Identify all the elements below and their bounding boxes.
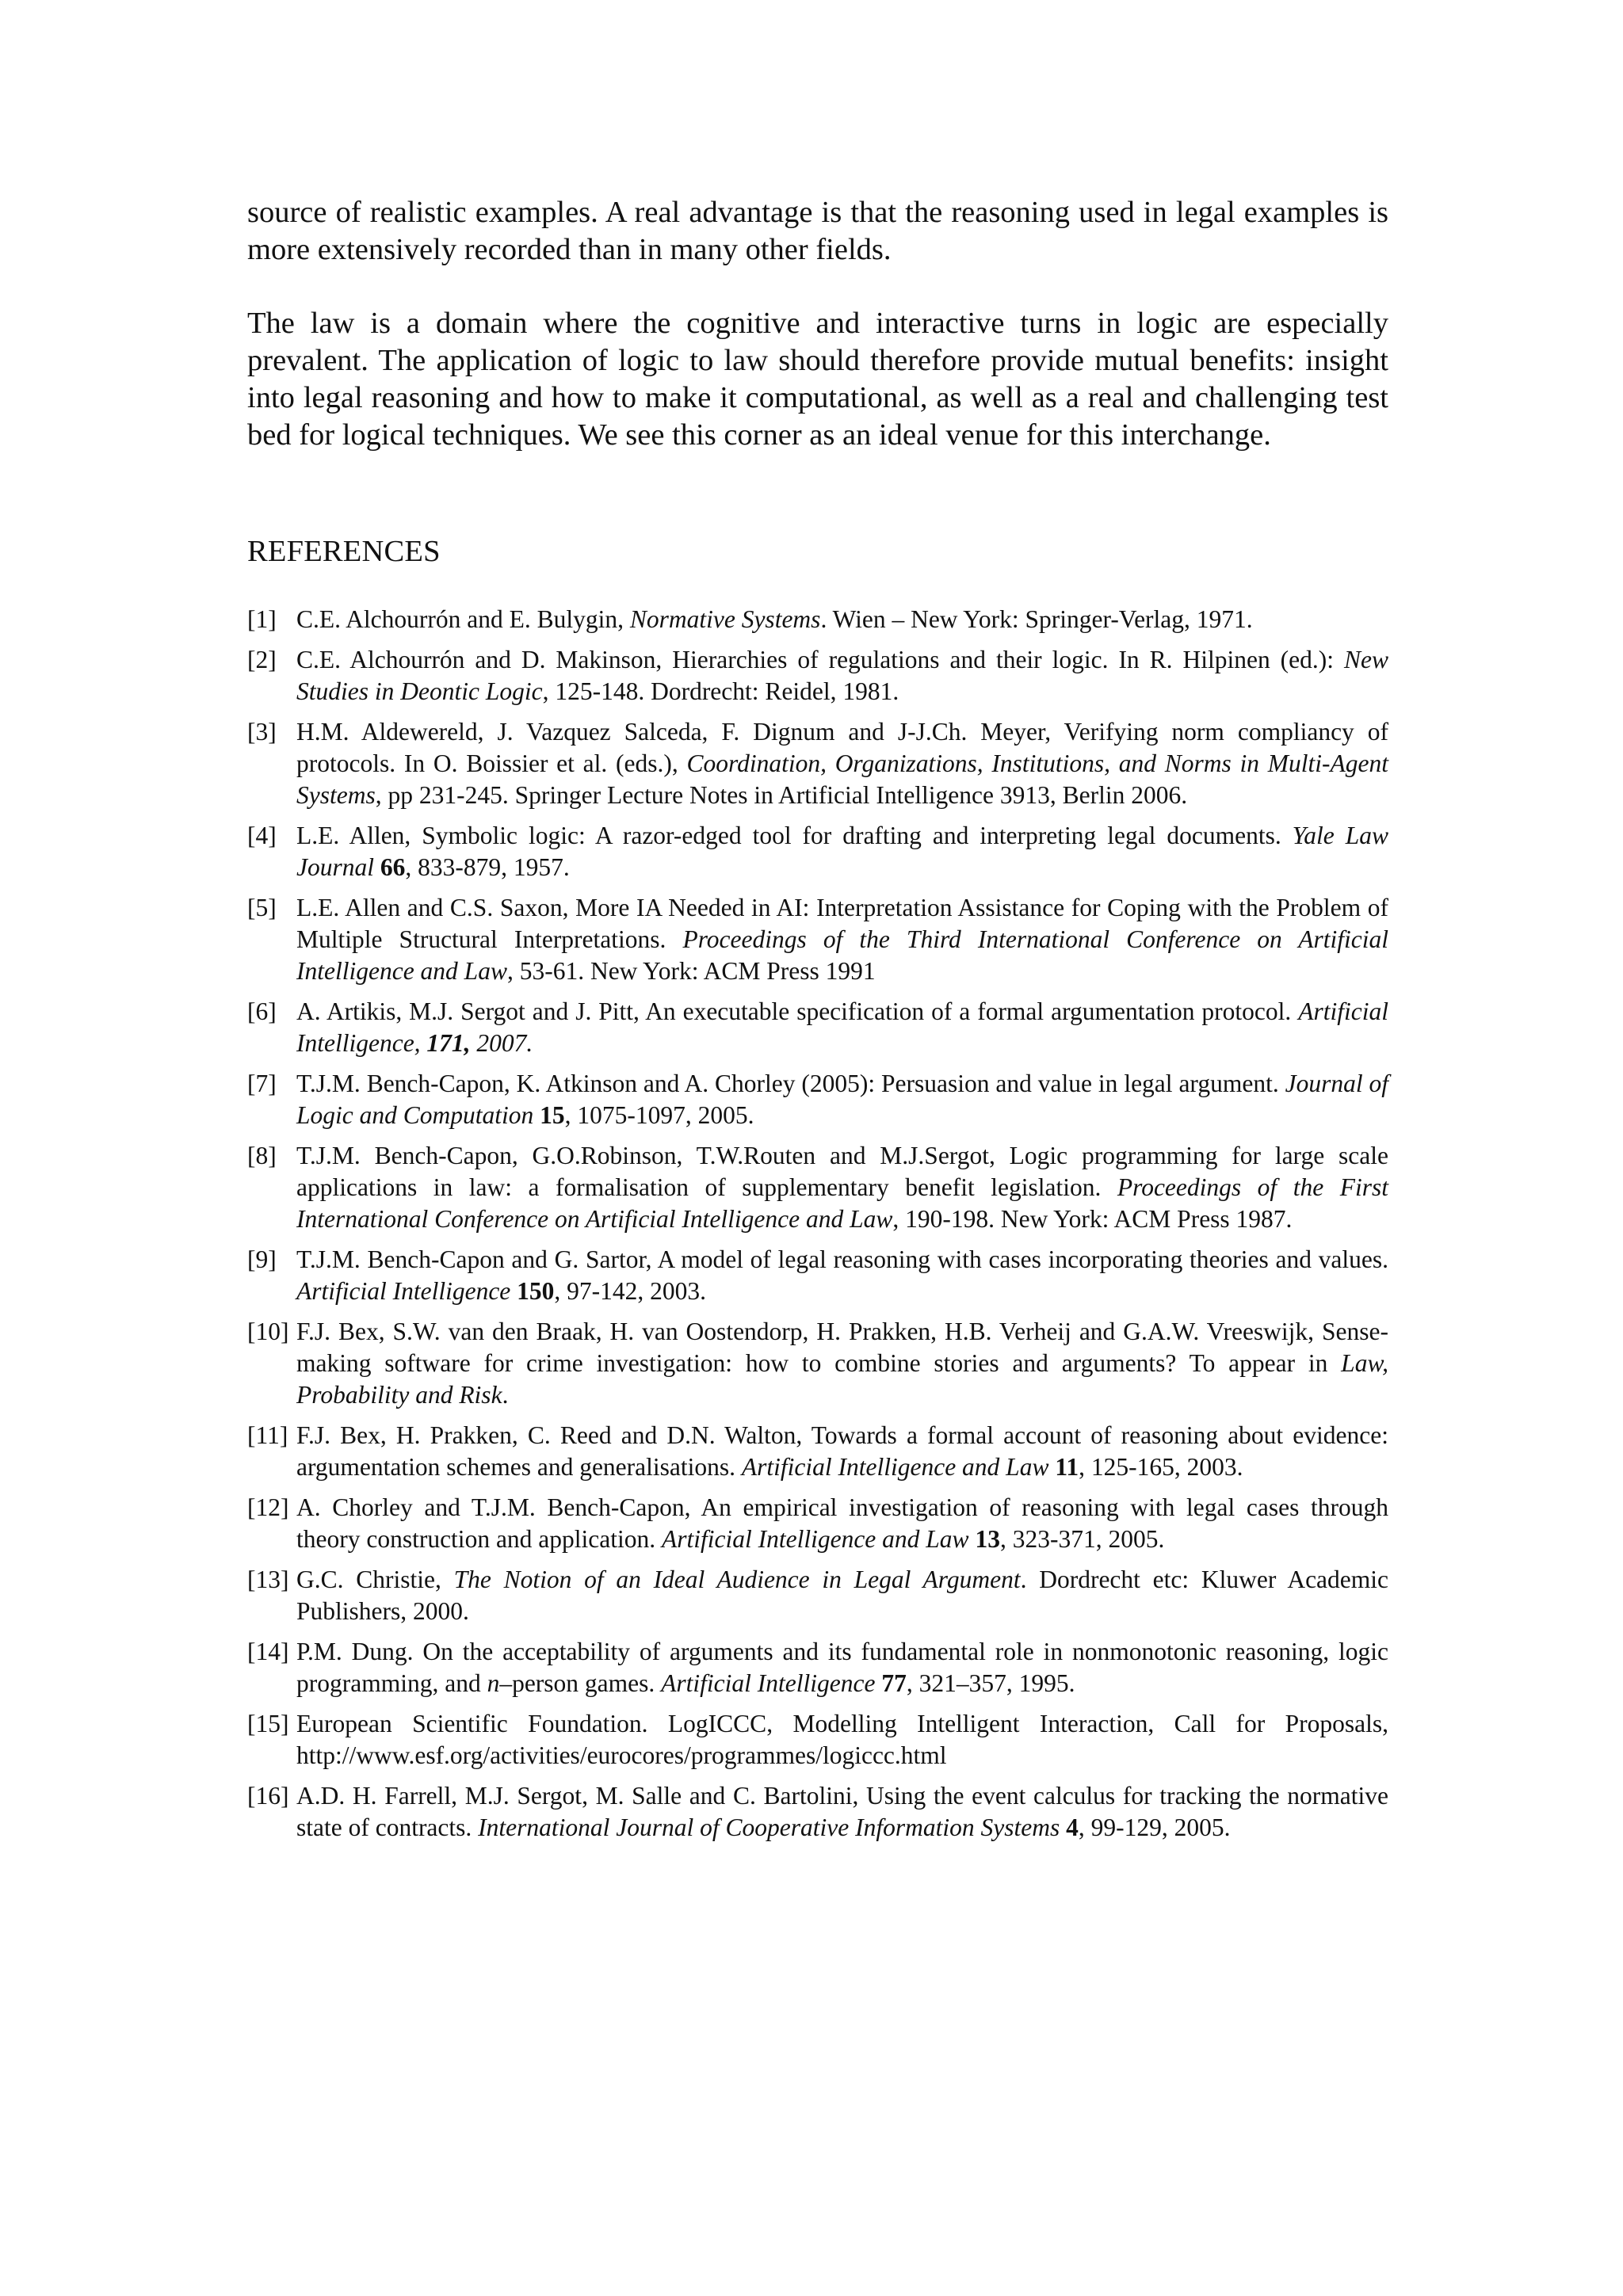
reference-fragment: , 321–357, 1995. — [906, 1669, 1075, 1697]
reference-fragment: G.C. Christie, — [296, 1566, 454, 1593]
reference-fragment: T.J.M. Bench-Capon and G. Sartor, A model of legal reasoning with cases incorporating theories and values. — [296, 1245, 1388, 1273]
reference-fragment: A. Chorley and T.J.M. Bench-Capon, An empirical investigation of reasoning with legal cases through theory construction and application. — [296, 1493, 1388, 1553]
body-paragraph-1: source of realistic examples. A real advantage is that the reasoning used in legal examples is more extensively recorded than in many other fields. — [247, 196, 1388, 266]
reference-text — [296, 644, 1388, 707]
reference-fragment: 13 — [975, 1525, 1000, 1553]
reference-fragment: 66 — [380, 853, 406, 881]
reference-fragment: . Wien – New York: Springer-Verlag, 1971. — [820, 605, 1253, 633]
reference-item — [247, 604, 1388, 635]
reference-fragment: , 125-165, 2003. — [1079, 1453, 1243, 1481]
reference-text — [296, 604, 1388, 635]
reference-item — [247, 1636, 1388, 1699]
reference-number: [7] — [247, 1070, 277, 1097]
reference-number: [8] — [247, 1142, 277, 1169]
reference-fragment: 4 — [1066, 1814, 1079, 1841]
reference-item — [247, 1420, 1388, 1483]
reference-fragment: Yale Law Journal — [296, 822, 1388, 881]
reference-fragment — [510, 1277, 517, 1305]
reference-list — [247, 604, 1388, 1844]
reference-item — [247, 892, 1388, 987]
reference-fragment: The Notion of an Ideal Audience in Legal Argument — [453, 1566, 1021, 1593]
reference-fragment: . Dordrecht etc: Kluwer Academic Publishers, 2000. — [296, 1566, 1388, 1625]
reference-fragment: Artificial Intelligence, — [296, 997, 1388, 1057]
reference-fragment: , pp 231-245. Springer Lecture Notes in Artificial Intelligence 3913, Berlin 2006. — [375, 781, 1188, 809]
reference-item — [247, 1316, 1388, 1411]
reference-text — [296, 1708, 1388, 1772]
reference-fragment: International Journal of Cooperative Information Systems — [478, 1814, 1060, 1841]
reference-item — [247, 1492, 1388, 1555]
reference-fragment: , 125-148. Dordrecht: Reidel, 1981. — [542, 677, 899, 705]
reference-number: [4] — [247, 822, 277, 849]
reference-fragment: . — [502, 1381, 509, 1409]
body-paragraph-2: The law is a domain where the cognitive and interactive turns in logic are especially prevalent. The application of logic to law should therefore provide mutual benefits: insight into legal reasoning and how to make it computational, as well as a real and challenging test bed for logical techniques. We see this corner as an ideal venue for this interchange. — [247, 307, 1388, 452]
reference-fragment: Artificial Intelligence and Law — [662, 1525, 969, 1553]
reference-number: [2] — [247, 646, 277, 673]
reference-fragment — [374, 853, 380, 881]
reference-fragment: T.J.M. Bench-Capon, G.O.Robinson, T.W.Routen and M.J.Sergot, Logic programming for large scale applications in law: a formalisation of supplementary benefit legislation. — [296, 1142, 1388, 1201]
reference-item — [247, 820, 1388, 883]
reference-fragment: Artificial Intelligence and Law — [741, 1453, 1049, 1481]
reference-fragment: C.E. Alchourrón and E. Bulygin, — [296, 605, 630, 633]
reference-fragment: n — [487, 1669, 500, 1697]
reference-number: [15] — [247, 1710, 289, 1737]
reference-fragment: F.J. Bex, H. Prakken, C. Reed and D.N. Walton, Towards a formal account of reasoning about evidence: argumentation schemes and generalisations. — [296, 1421, 1388, 1481]
reference-text — [296, 716, 1388, 811]
reference-text — [296, 1316, 1388, 1411]
reference-fragment: , 53-61. New York: ACM Press 1991 — [506, 957, 876, 985]
reference-fragment — [1060, 1814, 1066, 1841]
reference-fragment: H.M. Aldewereld, J. Vazquez Salceda, F. Dignum and J-J.Ch. Meyer, Verifying norm compliancy of protocols. In O. Boissier et al. (eds.), — [296, 718, 1388, 777]
reference-number: [3] — [247, 718, 277, 746]
reference-fragment: 2007. — [470, 1029, 533, 1057]
reference-fragment: Proceedings of the Third International Conference on Artificial Intelligence and Law — [296, 925, 1388, 985]
reference-number: [1] — [247, 605, 277, 633]
reference-fragment: A.D. H. Farrell, M.J. Sergot, M. Salle and C. Bartolini, Using the event calculus for tracking the normative state of contracts. — [296, 1782, 1388, 1841]
reference-fragment: Artificial Intelligence — [296, 1277, 511, 1305]
reference-fragment: European Scientific Foundation. LogICCC, Modelling Intelligent Interaction, Call for Proposals, http://www.esf.org/activities/eurocores/programmes/logiccc.html — [296, 1710, 1388, 1769]
reference-fragment: A. Artikis, M.J. Sergot and J. Pitt, An executable specification of a formal argumentation protocol. — [296, 997, 1299, 1025]
reference-item — [247, 996, 1388, 1059]
reference-text — [296, 1244, 1388, 1307]
reference-text — [296, 1068, 1388, 1131]
reference-number: [13] — [247, 1566, 289, 1593]
reference-fragment: 15 — [540, 1101, 565, 1129]
reference-fragment: , 97-142, 2003. — [554, 1277, 707, 1305]
reference-item — [247, 1244, 1388, 1307]
reference-fragment: Artificial Intelligence — [661, 1669, 876, 1697]
reference-number: [11] — [247, 1421, 288, 1449]
reference-fragment: C.E. Alchourrón and D. Makinson, Hierarchies of regulations and their logic. In R. Hilpinen (ed.): — [296, 646, 1344, 673]
reference-item — [247, 1564, 1388, 1627]
reference-fragment: Coordination, Organizations, Institutions, and Norms in Multi-Agent Systems — [296, 749, 1388, 809]
reference-number: [16] — [247, 1782, 289, 1810]
reference-text — [296, 996, 1388, 1059]
reference-number: [12] — [247, 1493, 289, 1521]
reference-fragment: 150 — [517, 1277, 555, 1305]
reference-text — [296, 1564, 1388, 1627]
reference-item — [247, 1780, 1388, 1844]
reference-text — [296, 1420, 1388, 1483]
reference-number: [14] — [247, 1638, 289, 1665]
reference-text — [296, 820, 1388, 883]
reference-item — [247, 716, 1388, 811]
reference-fragment-wrapper — [426, 1029, 470, 1057]
reference-fragment: New Studies in Deontic Logic — [296, 646, 1388, 705]
reference-fragment: P.M. Dung. On the acceptability of arguments and its fundamental role in nonmonotonic reasoning, logic programming, and — [296, 1638, 1388, 1697]
reference-fragment: F.J. Bex, S.W. van den Braak, H. van Oostendorp, H. Prakken, H.B. Verheij and G.A.W. Vreeswijk, Sense-making software for crime investigation: how to combine stories and arguments? To appear in — [296, 1318, 1388, 1377]
reference-text — [296, 892, 1388, 987]
reference-fragment: –person games. — [499, 1669, 662, 1697]
reference-number: [10] — [247, 1318, 289, 1345]
references-heading: REFERENCES — [247, 535, 441, 568]
reference-item — [247, 1068, 1388, 1131]
reference-fragment: 171, — [426, 1029, 471, 1057]
reference-text — [296, 1780, 1388, 1844]
document-page — [247, 194, 1388, 1852]
reference-fragment: , 833-879, 1957. — [405, 853, 570, 881]
reference-item — [247, 644, 1388, 707]
reference-number: [6] — [247, 997, 277, 1025]
reference-fragment: L.E. Allen and C.S. Saxon, More IA Needed in AI: Interpretation Assistance for Coping with the Problem of Multiple Structural Interpretations. — [296, 894, 1388, 953]
reference-text — [296, 1636, 1388, 1699]
reference-number: [5] — [247, 894, 277, 921]
reference-text — [296, 1492, 1388, 1555]
reference-fragment: 77 — [881, 1669, 907, 1697]
reference-fragment: L.E. Allen, Symbolic logic: A razor-edged tool for drafting and interpreting legal documents. — [296, 822, 1293, 849]
reference-fragment: T.J.M. Bench-Capon, K. Atkinson and A. Chorley (2005): Persuasion and value in legal argument. — [296, 1070, 1285, 1097]
reference-fragment: , 99-129, 2005. — [1078, 1814, 1231, 1841]
reference-number: [9] — [247, 1245, 277, 1273]
reference-fragment: Proceedings of the First International Conference on Artificial Intelligence and Law — [296, 1173, 1388, 1233]
reference-item — [247, 1140, 1388, 1235]
reference-fragment — [533, 1101, 540, 1129]
reference-item — [247, 1708, 1388, 1772]
reference-fragment: 11 — [1055, 1453, 1079, 1481]
reference-fragment: , 190-198. New York: ACM Press 1987. — [892, 1205, 1293, 1233]
reference-fragment: , 323-371, 2005. — [999, 1525, 1165, 1553]
reference-text — [296, 1140, 1388, 1235]
reference-fragment: , 1075-1097, 2005. — [564, 1101, 754, 1129]
reference-fragment: Journal of Logic and Computation — [296, 1070, 1389, 1129]
reference-fragment: Normative Systems — [629, 605, 821, 633]
reference-fragment: Law, Probability and Risk — [296, 1349, 1388, 1409]
